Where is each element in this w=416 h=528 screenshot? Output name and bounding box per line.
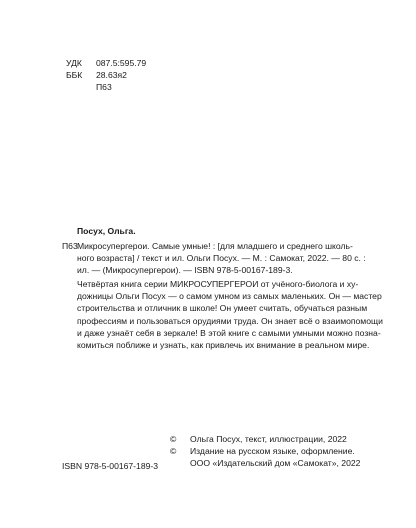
- bbk-value: 28.63я2: [96, 70, 127, 81]
- copyright-edition: [170, 445, 370, 457]
- copyright-symbol: ©: [170, 446, 177, 457]
- udc-value: 087.5:595.79: [96, 58, 147, 68]
- entry-author-code: П63: [62, 241, 78, 251]
- isbn: ISBN 978-5-00167-189-3: [62, 461, 159, 471]
- copyright-publisher: ООО «Издательский дом «Самокат», 2022: [190, 458, 361, 469]
- annotation-line: комиться поближе и узнать, как привлечь их внимание в реальном мире.: [77, 340, 370, 351]
- classification-block: [66, 57, 146, 94]
- entry-line: ного возраста] / текст и ил. Ольги Посух. — М. : Самокат, 2022. — 80 с. :: [77, 253, 366, 264]
- udc-row: [66, 57, 146, 69]
- copyright-line: Издание на русском языке, оформление.: [190, 446, 355, 457]
- entry-line: ил. — (Микросупергерои). — ISBN 978-5-00167-189-3.: [77, 265, 293, 276]
- annotation-line: профессиям и пользоваться орудиями труда. Он знает всё о взаимопомощи: [77, 315, 383, 326]
- annotation-line: дожницы Ольги Посух — о самом умном из самых маленьких. Он — мастер: [77, 291, 382, 302]
- copyright-symbol: ©: [170, 434, 177, 444]
- copyright-author: [170, 433, 370, 445]
- copyright-block: [170, 433, 370, 470]
- annotation-line: и даже узнаёт себя в зеркале! В этой книге с самыми умными можно позна-: [77, 327, 381, 338]
- author-heading: Посух, Ольга.: [77, 226, 136, 236]
- entry-line: Микросупергерои. Самые умные! : [для младшего и среднего школь-: [77, 241, 353, 251]
- entry-text: [77, 240, 366, 277]
- author-code: П63: [96, 82, 112, 93]
- bbk-label: ББК: [66, 70, 83, 81]
- bbk-row: [66, 69, 146, 81]
- annotation: [77, 278, 383, 351]
- copyright-line: Ольга Посух, текст, иллюстрации, 2022: [190, 434, 347, 444]
- annotation-line: строительства и отличник в школе! Он умеет считать, обучаться разным: [77, 303, 368, 314]
- annotation-line: Четвёртая книга серии МИКРОСУПЕРГЕРОИ от учёного-биолога и ху-: [77, 279, 359, 289]
- udc-label: УДК: [66, 58, 82, 68]
